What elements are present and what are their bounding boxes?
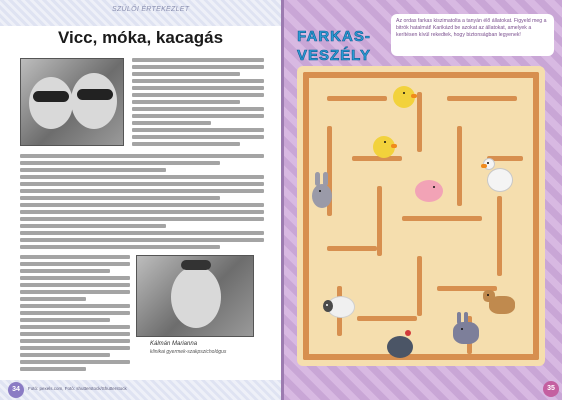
maze-wall bbox=[533, 72, 539, 360]
maze-wall bbox=[357, 316, 417, 321]
maze-wall bbox=[303, 72, 539, 78]
children-laughing-photo bbox=[20, 58, 124, 146]
maze-wall bbox=[377, 186, 382, 256]
article-text-column-bottom-left bbox=[20, 255, 130, 373]
turkey-animal[interactable] bbox=[385, 328, 415, 358]
article-text-column-top-right bbox=[132, 58, 264, 152]
instructions-box: Az ordas farkas kiszimatolta a tanyán élő állatokat. Figyeld meg a bitrók hatalmát! Karikázd be azokat az állatokat, amelyek a kerítésen kívül rekedtek, hogy biztonságban legyenek! bbox=[391, 14, 554, 56]
maze-wall bbox=[402, 216, 482, 221]
child-with-butterfly-photo bbox=[136, 255, 254, 337]
maze-wall bbox=[303, 72, 309, 360]
maze-wall bbox=[327, 246, 377, 251]
author-name: Kálmán Marianna bbox=[150, 341, 198, 347]
maze-wall bbox=[417, 256, 422, 316]
maze-wall bbox=[327, 96, 387, 101]
pig-animal[interactable] bbox=[413, 176, 445, 204]
goat-animal[interactable] bbox=[483, 288, 519, 318]
maze-wall bbox=[457, 126, 462, 206]
article-title: Vicc, móka, kacagás bbox=[57, 28, 224, 47]
maze-wall bbox=[447, 96, 517, 101]
right-page bbox=[281, 0, 562, 400]
page-spine bbox=[281, 0, 284, 400]
maze-board[interactable] bbox=[297, 66, 545, 366]
sheep-animal[interactable] bbox=[323, 294, 357, 320]
page-number: 34 bbox=[8, 382, 24, 398]
maze-wall bbox=[303, 354, 539, 360]
game-title-line2: VESZÉLY bbox=[297, 47, 371, 64]
maze-wall bbox=[497, 196, 502, 276]
game-title-line1: FARKAS- bbox=[297, 28, 371, 45]
donkey-animal[interactable] bbox=[449, 312, 483, 346]
header-band bbox=[0, 0, 281, 26]
article-text-full-width bbox=[20, 154, 264, 250]
goose-animal[interactable] bbox=[481, 156, 517, 196]
section-label: SZÜLŐI ÉRTEKEZLET bbox=[112, 6, 190, 13]
rabbit-animal[interactable] bbox=[309, 172, 335, 210]
page-number: 35 bbox=[543, 381, 559, 397]
photo-credit: Fotó: pexels.com, Fotó: shutterstock/Shutterstock bbox=[28, 386, 127, 391]
chick-animal[interactable] bbox=[389, 80, 419, 110]
author-role: klinikai gyermek-szakpszichológus bbox=[150, 349, 227, 355]
duckling-animal[interactable] bbox=[369, 128, 399, 160]
